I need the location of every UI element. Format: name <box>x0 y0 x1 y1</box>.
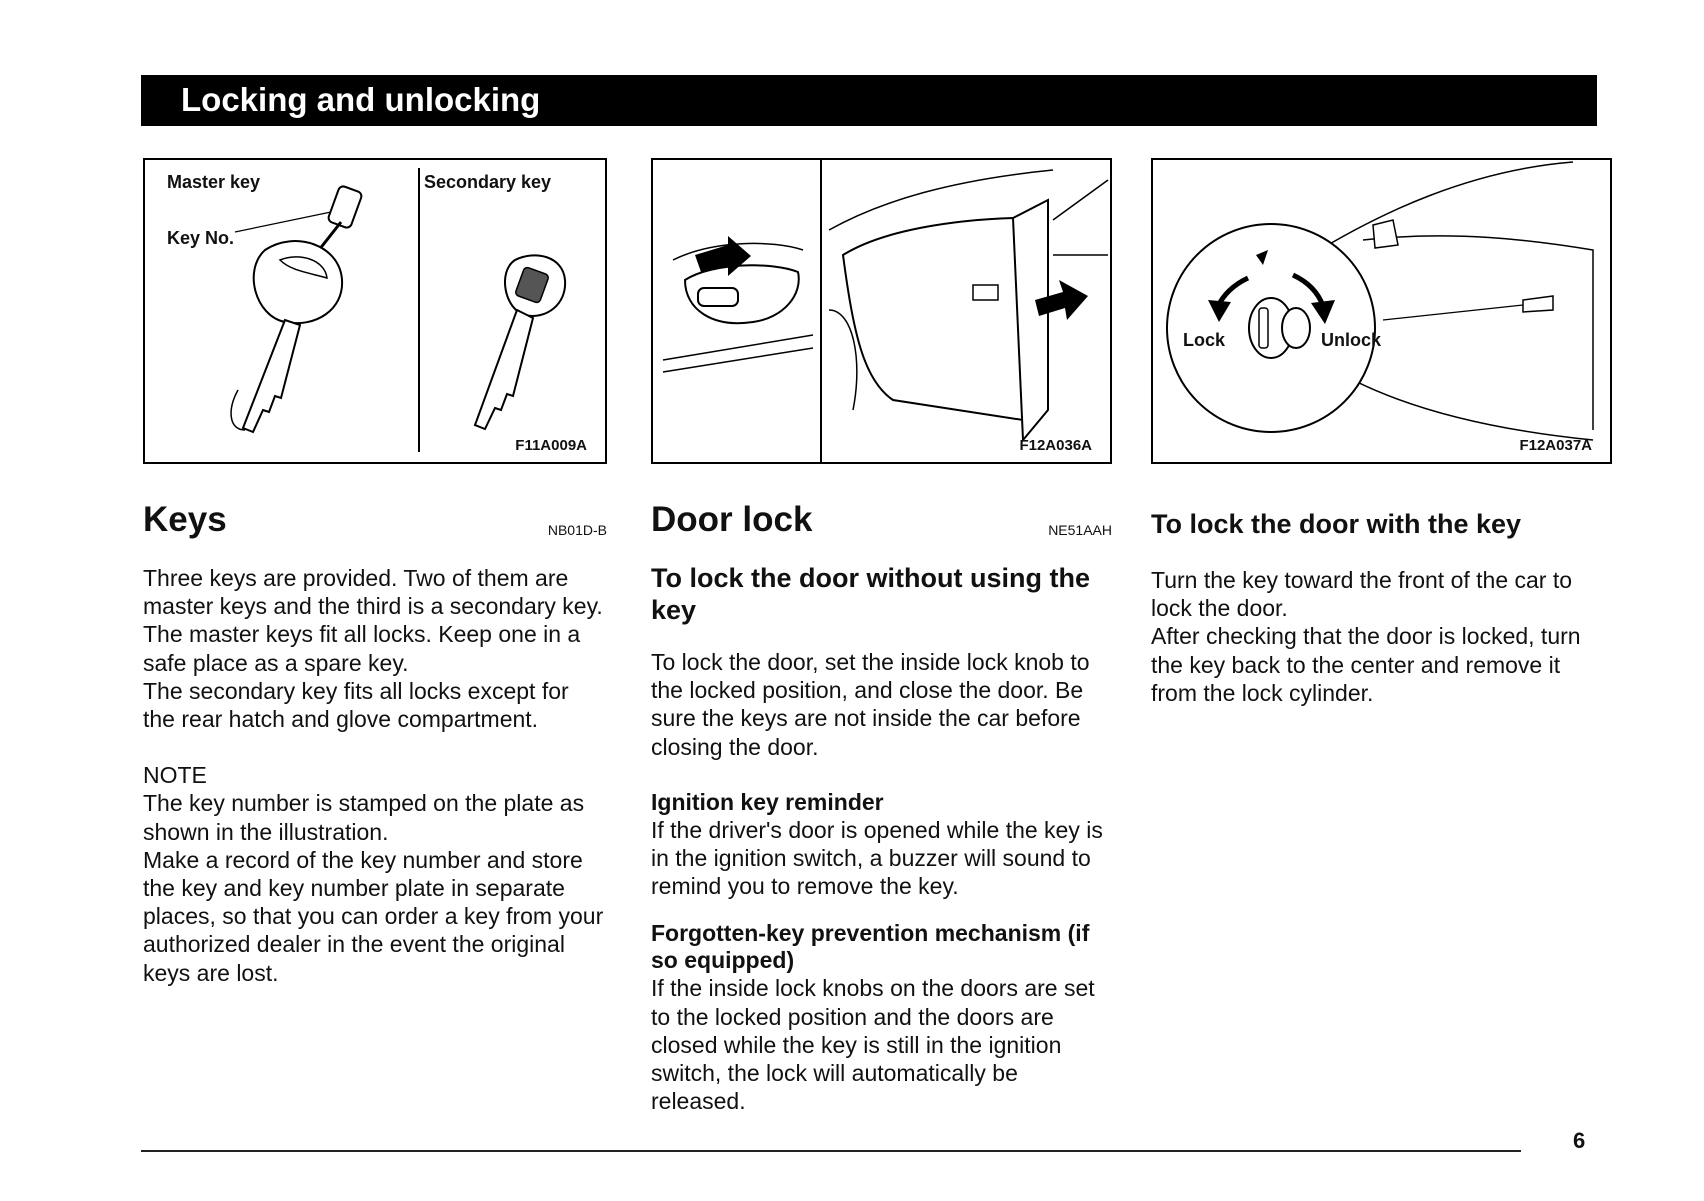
forgotten-key-heading: Forgotten-key prevention mechanism (if so equipped) <box>651 920 1090 974</box>
footer-rule <box>141 1150 1521 1152</box>
section-header-bar <box>141 75 1597 126</box>
key-lock-paragraph: After checking that the door is locked, turn the key back to the center and remove it from the lock cylinder. <box>1151 623 1581 706</box>
page-number: 6 <box>1573 1128 1586 1153</box>
door-lock-heading: Door lock <box>651 500 813 539</box>
lock-label: Lock <box>1183 330 1226 350</box>
unlock-label: Unlock <box>1321 330 1382 350</box>
keys-paragraph: The master keys fit all locks. Keep one in a safe place as a spare key. <box>143 621 581 676</box>
key-icon <box>145 160 605 462</box>
door-lock-paragraph: To lock the door, set the inside lock knob to the locked position, and close the door. Be sure the keys are not inside the car before closing the door. <box>651 649 1090 760</box>
key-number-label: Key No. <box>167 228 235 248</box>
car-door-icon <box>653 160 1110 462</box>
key-lock-column <box>1151 500 1612 707</box>
note-text: The key number is stamped on the plate as shown in the illustration. <box>143 790 585 845</box>
note-text: Make a record of the key number and store the key and key number plate in separate places, so that you can order a key from your authorized dealer in the event the original keys are lost. <box>143 846 604 986</box>
note-label: NOTE <box>143 762 207 789</box>
keys-column <box>143 500 607 987</box>
page-title: Locking and unlocking <box>181 81 541 118</box>
reminder-text: If the driver's door is opened while the key is in the ignition switch, a buzzer will sound to remind you to remove the key. <box>651 816 1103 900</box>
figure-code: F12A036A <box>1019 437 1092 454</box>
figure-code: F12A037A <box>1519 437 1592 454</box>
keys-figure <box>143 158 607 464</box>
door-figure <box>651 158 1112 464</box>
keys-heading: Keys <box>143 500 227 539</box>
keys-paragraph: The secondary key fits all locks except for the rear hatch and glove compartment. <box>143 677 569 733</box>
key-lock-paragraph: Turn the key toward the front of the car to lock the door. <box>1151 567 1573 622</box>
secondary-key-label: Secondary key <box>424 172 552 192</box>
door-lock-subheading: To lock the door without using the key <box>651 563 1090 625</box>
lock-cylinder-figure <box>1151 158 1612 464</box>
door-lock-section-code: NE51AAH <box>1048 522 1112 538</box>
master-key-label: Master key <box>167 172 261 192</box>
figure-code: F11A009A <box>515 437 587 454</box>
keys-section-code: NB01D-B <box>547 522 607 538</box>
keys-paragraph: Three keys are provided. Two of them are master keys and the third is a secondary key. <box>143 565 603 620</box>
reminder-heading: Ignition key reminder <box>651 788 884 815</box>
key-lock-heading: To lock the door with the key <box>1151 509 1522 539</box>
lock-cylinder-icon <box>1153 160 1610 462</box>
door-lock-column <box>651 500 1112 1115</box>
forgotten-key-text: If the inside lock knobs on the doors are set to the locked position and the doors are closed while the key is still in the ignition switch, the lock will automatically be released. <box>651 975 1095 1115</box>
